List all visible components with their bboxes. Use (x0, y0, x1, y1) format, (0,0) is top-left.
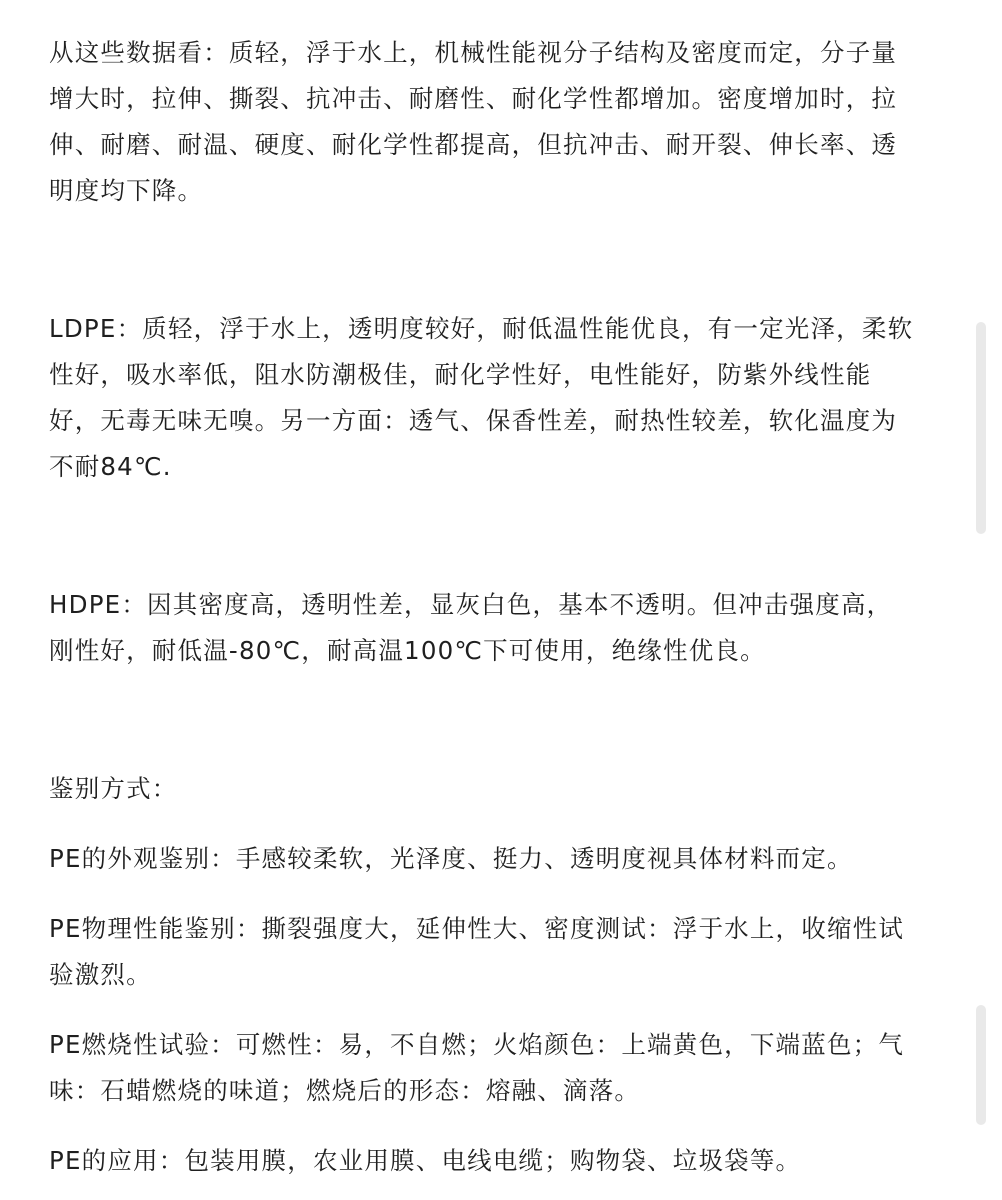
text-line: 性好，吸水率低，阻水防潮极佳，耐化学性好，电性能好，防紫外线性能 (49, 360, 872, 389)
heading-text: 鉴别方式： (49, 774, 178, 803)
text-line: PE的外观鉴别：手感较柔软，光泽度、挺力、透明度视具体材料而定。 (49, 844, 853, 873)
text-line: 伸、耐磨、耐温、硬度、耐化学性都提高，但抗冲击、耐开裂、伸长率、透 (49, 130, 898, 159)
hdpe-paragraph (49, 582, 954, 674)
text-line: PE物理性能鉴别：撕裂强度大，延伸性大、密度测试：浮于水上，收缩性试 (49, 914, 905, 943)
scrollbar-lower[interactable] (976, 1005, 986, 1125)
text-line: HDPE：因其密度高，透明性差，显灰白色，基本不透明。但冲击强度高， (49, 590, 893, 619)
article-body (49, 30, 954, 1184)
appearance-identification-paragraph (49, 836, 954, 882)
text-line: PE的应用：包装用膜，农业用膜、电线电缆；购物袋、垃圾袋等。 (49, 1146, 802, 1175)
text-line: 不耐84℃. (49, 452, 172, 481)
text-line: PE燃烧性试验：可燃性：易，不自燃；火焰颜色：上端黄色，下端蓝色；气 (49, 1030, 905, 1059)
identification-methods-heading (49, 766, 954, 812)
summary-paragraph (49, 30, 954, 214)
scrollbar-upper[interactable] (976, 322, 986, 534)
ldpe-paragraph (49, 306, 954, 490)
text-line: 从这些数据看：质轻，浮于水上，机械性能视分子结构及密度而定，分子量 (49, 38, 898, 67)
applications-paragraph (49, 1138, 954, 1184)
text-line: 增大时，拉伸、撕裂、抗冲击、耐磨性、耐化学性都增加。密度增加时，拉 (49, 84, 898, 113)
text-line: 明度均下降。 (49, 176, 204, 205)
text-line: 好，无毒无味无嗅。另一方面：透气、保香性差，耐热性较差，软化温度为 (49, 406, 898, 435)
physical-properties-paragraph (49, 906, 954, 998)
text-line: 味：石蜡燃烧的味道；燃烧后的形态：熔融、滴落。 (49, 1076, 641, 1105)
text-line: 刚性好，耐低温-80℃，耐高温100℃下可使用，绝缘性优良。 (49, 636, 766, 665)
combustion-test-paragraph (49, 1022, 954, 1114)
text-line: 验激烈。 (49, 960, 152, 989)
text-line: LDPE：质轻，浮于水上，透明度较好，耐低温性能优良，有一定光泽，柔软 (49, 314, 914, 343)
